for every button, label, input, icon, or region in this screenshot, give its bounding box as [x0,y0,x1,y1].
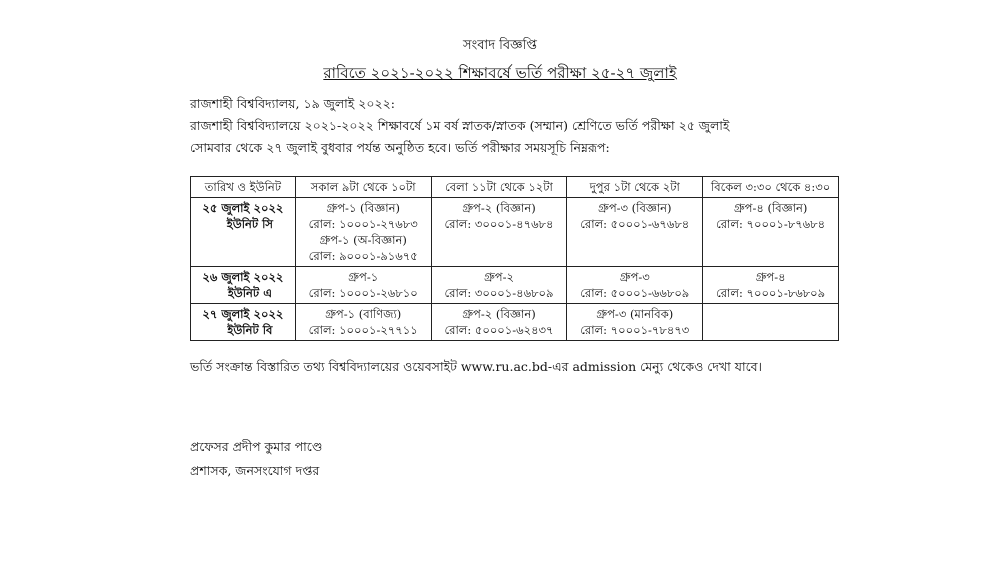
roll-range: রোল: ১০০০১-২৭৬৮৩ [308,217,418,231]
slot-cell [567,304,703,341]
group-label: গ্রুপ-১ [348,270,379,284]
group-label: গ্রুপ-৪ (বিজ্ঞান) [733,201,808,215]
column-header: তারিখ ও ইউনিট [191,177,296,198]
roll-range: রোল: ৭০০০১-৮৬৮০৯ [716,286,826,300]
column-header: সকাল ৯টা থেকে ১০টা [295,177,431,198]
roll-range: রোল: ৯০০০১-৯১৬৭৫ [308,249,418,263]
exam-date: ২৭ জুলাই ২০২২ [202,307,284,321]
page-title: সংবাদ বিজ্ঞপ্তি [463,38,537,53]
date-unit-cell [191,267,296,304]
intro-line-1: রাজশাহী বিশ্ববিদ্যালয়ে ২০২১-২০২২ শিক্ষাবর্ষে ১ম বর্ষ স্নাতক/স্নাতক (সম্মান) শ্রেণিতে ভর্তি পরীক্ষা ২৫ জুলাই [190,118,730,133]
group-label: গ্রুপ-১ (বিজ্ঞান) [326,201,400,215]
column-header: বিকেল ৩:৩০ থেকে ৪:৩০ [703,177,839,198]
group-label: গ্রুপ-১ (বাণিজ্য) [325,307,402,321]
slot-cell [703,198,839,267]
group-label: গ্রুপ-৩ (মানবিক) [596,307,674,321]
roll-range: রোল: ৫০০০১-৬৭৬৮৪ [580,217,690,231]
roll-range: রোল: ৩০০০১-৪৭৬৮৪ [444,217,554,231]
roll-range: রোল: ৭০০০১-৭৮৪৭৩ [580,323,690,337]
column-header: বেলা ১১টা থেকে ১২টা [431,177,567,198]
group-label: গ্রুপ-৩ (বিজ্ঞান) [598,201,672,215]
roll-range: রোল: ৫০০০১-৬২৪৩৭ [444,323,554,337]
table-row [191,198,839,267]
exam-unit: ইউনিট বি [227,323,273,337]
footer-note: ভর্তি সংক্রান্ত বিস্তারিত তথ্য বিশ্ববিদ্যালয়ের ওয়েবসাইট www.ru.ac.bd-এর admission মেন্যু থেকেও দেখা যাবে। [190,359,763,374]
column-header: দুপুর ১টা থেকে ২টা [567,177,703,198]
slot-cell [567,267,703,304]
table-row [191,304,839,341]
group-label: গ্রুপ-১ (অ-বিজ্ঞান) [319,233,407,247]
page-subtitle: রাবিতে ২০২১-২০২২ শিক্ষাবর্ষে ভর্তি পরীক্ষা ২৫-২৭ জুলাই [323,64,677,82]
slot-cell [295,304,431,341]
roll-range: রোল: ১০০০১-২৭৭১১ [308,323,418,337]
slot-cell [431,198,567,267]
signature-title: প্রশাসক, জনসংযোগ দপ্তর [190,463,320,478]
roll-range: রোল: ১০০০১-২৬৮১০ [308,286,418,300]
exam-unit: ইউনিট এ [227,286,272,300]
group-label: গ্রুপ-২ (বিজ্ঞান) [462,201,536,215]
slot-cell [703,267,839,304]
roll-range: রোল: ৫০০০১-৬৬৮০৯ [580,286,690,300]
slot-cell [431,267,567,304]
roll-range: রোল: ৭০০০১-৮৭৬৮৪ [716,217,826,231]
group-label: গ্রুপ-৩ [619,270,650,284]
group-label: গ্রুপ-২ (বিজ্ঞান) [462,307,536,321]
table-header-row [191,177,839,198]
slot-cell-empty [703,304,839,341]
table-row [191,267,839,304]
exam-date: ২৫ জুলাই ২০২২ [202,201,284,215]
slot-cell [295,198,431,267]
slot-cell [431,304,567,341]
intro-line-2: সোমবার থেকে ২৭ জুলাই বুধবার পর্যন্ত অনুষ্ঠিত হবে। ভর্তি পরীক্ষার সময়সূচি নিম্নরূপ: [190,140,610,155]
slot-cell [295,267,431,304]
date-unit-cell [191,304,296,341]
group-label: গ্রুপ-৪ [755,270,786,284]
exam-unit: ইউনিট সি [226,217,274,231]
date-unit-cell [191,198,296,267]
roll-range: রোল: ৩০০০১-৪৬৮০৯ [444,286,554,300]
group-label: গ্রুপ-২ [483,270,514,284]
exam-date: ২৬ জুলাই ২০২২ [202,270,284,284]
slot-cell [567,198,703,267]
signature-name: প্রফেসর প্রদীপ কুমার পাণ্ডে [190,439,323,454]
dateline: রাজশাহী বিশ্ববিদ্যালয়, ১৯ জুলাই ২০২২: [190,96,395,111]
exam-schedule-table [190,176,839,341]
